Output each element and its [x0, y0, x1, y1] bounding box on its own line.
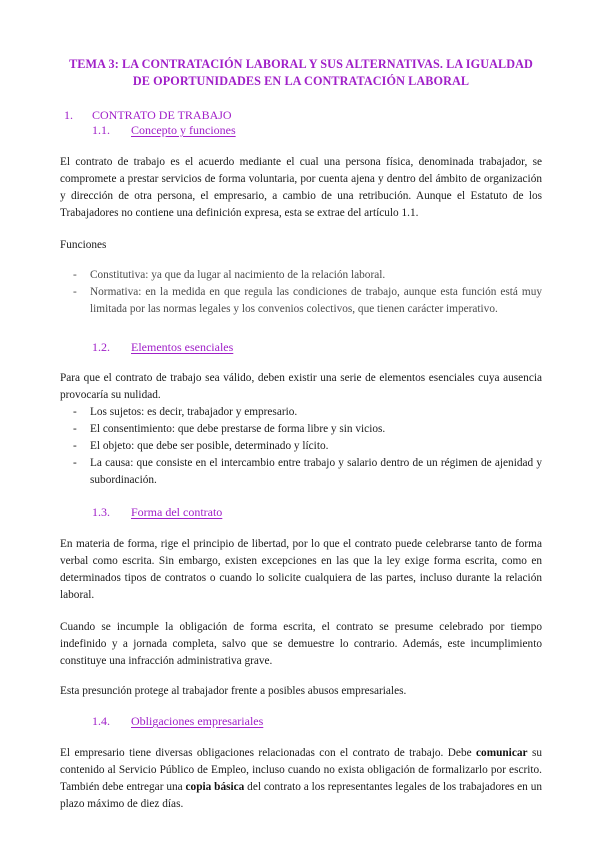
list-item: - La causa: que consiste en el intercambio entre trabajo y salario dentro de un régimen de ajenidad y subordinación.: [73, 457, 542, 486]
functions-label: Funciones: [60, 239, 107, 251]
subsection-heading-1-4: [60, 714, 542, 729]
section-title: CONTRATO DE TRABAJO: [92, 108, 232, 122]
bold-term-copia-basica: copia básica: [185, 781, 245, 793]
dash-bullet: -: [73, 457, 77, 469]
list-item: - Los sujetos: es decir, trabajador y empresario.: [60, 404, 542, 421]
obligations-paragraph: El empresario tiene diversas obligaciones relacionadas con el contrato de trabajo. Debe comunicar su contenido al Servicio Público de Empleo, incluso cuando no exista obligación de formalizarlo por escrito. También debe entregar una copia básica del contrato a los representantes legales de los trabajadores en un plazo máximo de diez días.: [60, 747, 542, 810]
form-paragraph-1: En materia de forma, rige el principio de libertad, por lo que el contrato puede celebrarse tanto de forma verbal como escrita. Sin embargo, existen excepciones en las que la ley exige forma escrita, como en determinados tipos de contratos o cuando lo solicite cualquiera de las partes, incluso durante la relación laboral.: [60, 538, 542, 601]
concept-paragraph: El contrato de trabajo es el acuerdo mediante el cual una persona física, denominada trabajador, se compromete a prestar servicios de forma voluntaria, por cuenta ajena y dentro del ámbito de organización y dirección de otra persona, el empresario, a cambio de una retribución. Aunque el Estatuto de los Trabajadores no contiene una definición expresa, esta se extrae del artículo 1.1.: [60, 156, 542, 219]
elements-paragraph: Para que el contrato de trabajo sea válido, deben existir una serie de elementos esenciales cuya ausencia provocaría su nulidad.: [60, 372, 542, 401]
functions-list: [60, 267, 542, 318]
list-item: - El objeto: que debe ser posible, determinado y lícito.: [60, 438, 542, 455]
dash-bullet: -: [73, 269, 77, 281]
document-title: TEMA 3: LA CONTRATACIÓN LABORAL Y SUS ALTERNATIVAS. LA IGUALDAD DE OPORTUNIDADES EN LA CONTRATACIÓN LABORAL: [69, 57, 533, 88]
subsection-number: 1.2.: [92, 340, 110, 354]
subsection-title: Forma del contrato: [131, 505, 223, 519]
list-item: - Normativa: en la medida en que regula las condiciones de trabajo, aunque esta función está muy limitada por las normas legales y los convenios colectivos, que tienen carácter imperativo.: [73, 286, 542, 315]
dash-bullet: -: [73, 406, 77, 418]
list-item: - Constitutiva: ya que da lugar al nacimiento de la relación laboral.: [60, 267, 542, 284]
subsection-number: 1.1.: [92, 123, 110, 137]
subsection-title: Obligaciones empresariales: [131, 714, 264, 728]
form-paragraph-3: Esta presunción protege al trabajador frente a posibles abusos empresariales.: [60, 685, 407, 697]
subsection-title: Concepto y funciones: [131, 123, 236, 137]
subsection-heading-1-2: [60, 340, 542, 355]
list-item: - El consentimiento: que debe prestarse de forma libre y sin vicios.: [60, 421, 542, 438]
section-heading-1: [60, 108, 542, 123]
subsection-title: Elementos esenciales: [131, 340, 234, 354]
form-paragraph-2: Cuando se incumple la obligación de forma escrita, el contrato se presume celebrado por tiempo indefinido y a jornada completa, salvo que se demuestre lo contrario. Además, este incumplimiento constituye una infracción administrativa grave.: [60, 621, 542, 667]
section-number: 1.: [64, 108, 73, 122]
dash-bullet: -: [73, 286, 77, 298]
bold-term-comunicar: comunicar: [476, 747, 528, 759]
subsection-heading-1-3: [60, 505, 542, 520]
subsection-number: 1.4.: [92, 714, 110, 728]
dash-bullet: -: [73, 423, 77, 435]
subsection-heading-1-1: [60, 123, 542, 138]
subsection-number: 1.3.: [92, 505, 110, 519]
elements-list: [60, 404, 542, 489]
dash-bullet: -: [73, 440, 77, 452]
